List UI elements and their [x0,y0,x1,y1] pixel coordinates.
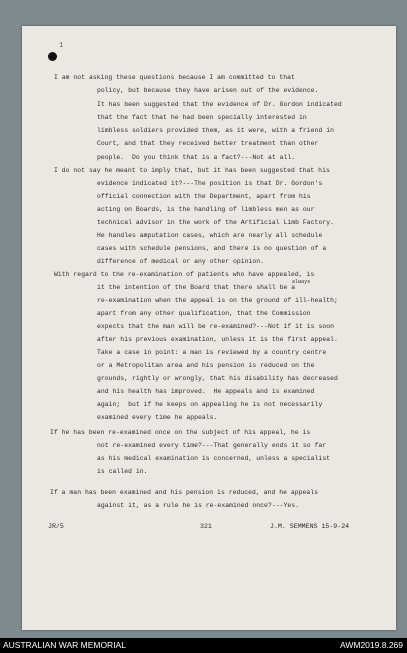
reporter-initials-date: J.M. SEMMENS 15-9-24 [270,523,350,530]
handwritten-insertion: always [292,279,311,285]
text-line: after his previous examination, unless it is the first appeal. [97,336,338,343]
text-line: With regard to the re-examination of patients who have appealed, is [54,271,315,278]
text-line: cases with schedule pensions, and there is no question of a [97,245,327,252]
text-line: examined every time he appeals. [97,414,218,421]
text-line: Court, and that they received better treatment than other [97,140,319,147]
text-line: grounds, rightly or wrongly, that his disability has decreased [97,375,338,382]
document-page [22,26,396,630]
foot-reference: JR/5 [48,523,64,530]
text-line: evidence indicated it?---The position is that Dr. Gordon's [97,180,323,187]
text-line: difference of medical or any other opinion. [97,258,265,265]
text-line: If a man has been examined and his pension is reduced, and he appeals [50,489,319,496]
text-line: re-examination when the appeal is on the ground of ill-health; [97,297,338,304]
text-line: I do not say he meant to imply that, but it has been suggested that his [54,167,330,174]
text-line: or a Metropolitan area and his pension is reduced on the [97,362,315,369]
text-line: Take a case in point: a man is reviewed by a country centre [97,349,327,356]
institution-name: AUSTRALIAN WAR MEMORIAL [3,640,126,650]
text-line: again; but if he keeps on appealing he is not necessarily [97,401,323,408]
text-line: If he has been re-examined once on the subject of his appeal, he is [50,429,311,436]
text-line: official connection with the Department, apart from his [97,193,311,200]
text-line: as his medical examination is concerned, unless a specialist [97,455,331,462]
text-line: not re-examined every time?---That generally ends it so far [97,442,327,449]
text-line: I am not asking these questions because I am committed to that [54,74,295,81]
page-number: 321 [200,523,212,530]
text-line: apart from any other qualification, that the Commission [97,310,311,317]
text-line: is called in. [97,468,148,475]
text-line: He handles amputation cases, which are nearly all schedule [97,232,323,239]
text-line: and his health has improved. He appeals and is examined [97,388,315,395]
text-line: against it, as a rule he is re-examined once?---Yes. [97,502,300,509]
text-line: policy, but because they have arisen out of the evidence. [97,87,319,94]
archive-footer [0,638,407,653]
punch-hole [48,52,57,61]
text-line: it the intention of the Board that there shall be a [97,284,296,291]
text-line: It has been suggested that the evidence of Dr. Gordon indicated [97,101,342,108]
text-line: technical advisor in the work of the Artificial Limb Factory. [97,219,334,226]
text-line: people. Do you think that is a fact?---Not at all. [97,154,296,161]
text-line: expects that the man will be re-examined?---Not if it is soon [97,323,334,330]
text-line: acting on Boards, is the handling of limbless men as our [97,206,315,213]
margin-mark: 1 [59,42,64,50]
catalogue-reference: AWM2019.8.269 [340,640,403,650]
text-line: limbless soldiers provided them, as it were, with a friend in [97,127,334,134]
text-line: that the fact that he had been specially interested in [97,114,307,121]
